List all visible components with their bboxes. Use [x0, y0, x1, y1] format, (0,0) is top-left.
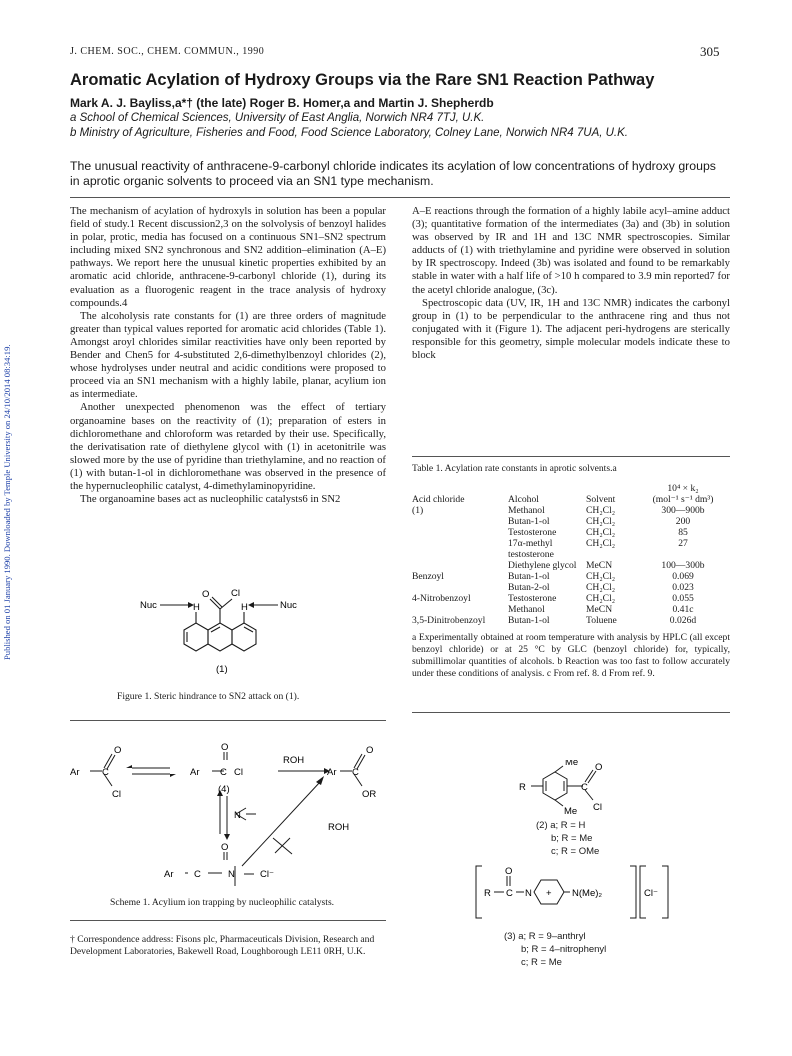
scheme1-diagram — [70, 738, 386, 888]
table-cell: Butan-1-ol — [508, 571, 550, 582]
table-cell: Butan-2-ol — [508, 582, 550, 593]
r-label: R — [484, 888, 491, 899]
right-column — [412, 205, 730, 362]
figure-divider — [70, 720, 386, 721]
table-cell — [412, 527, 508, 538]
ar-label: Ar — [70, 767, 80, 778]
paragraph: Spectroscopic data (UV, IR, 1H and 13C NMR) indicates the carbonyl group in (1) to be perpendicular to the anthracene ring and thus not conjugated with it (Figure 1). The adjacent peri-hydrogens are sterically responsible for this geometry, simple molecular models indicate these to block — [412, 296, 730, 362]
table-header-row — [412, 483, 730, 494]
table-footnote: a Experimentally obtained at room temperature with analysis by HPLC (all except benzoyl chloride) or at 25 °C by GLC (benzoyl chloride) for, typically, submillimolar quantities of alcohols. b Reaction was too fast to follow accurately under these conditions of analysis. c From ref. 8. d From ref. 9. — [412, 632, 730, 679]
table-row — [412, 527, 730, 538]
table-cell: Methanol — [508, 604, 545, 615]
o-label: O — [202, 589, 210, 600]
or-label: OR — [362, 789, 377, 800]
figure1-caption: Figure 1. Steric hindrance to SN2 attack on (1). — [117, 691, 300, 702]
affiliation-a: a School of Chemical Sciences, University of East Anglia, Norwich NR4 7TJ, U.K. — [70, 112, 485, 124]
table-cell: Testosterone — [508, 593, 557, 604]
nme2-label: N(Me)₂ — [572, 888, 603, 899]
n-label: N — [525, 888, 532, 899]
structure-3-diagram — [472, 862, 672, 924]
table-cell: 300—900b — [661, 505, 705, 516]
paragraph: The organoamine bases act as nucleophilic catalysts6 in SN2 — [80, 493, 341, 506]
correspondence-footnote: † Correspondence address: Fisons plc, Pharmaceuticals Division, Research and Development Laboratories, Bakewell Road, Loughborough LE11 0RH, U.K. — [70, 934, 375, 957]
structure-2-label: (2) a; R = H — [536, 820, 586, 831]
table-header-cell: Solvent — [586, 494, 616, 505]
table-cell: Methanol — [508, 505, 545, 516]
c-label: C — [581, 782, 588, 793]
table-row — [412, 505, 730, 516]
table-cell: 17α-methyl testosterone — [508, 538, 554, 560]
paragraph: A–E reactions through the formation of a highly labile acyl–amine adduct (3); quantitative formation of the intermediates (3a) and (3b) in solution was observed by IR and 1H and 13C NMR spectroscopies. Similar adducts of (1) with triethylamine and pyridine were observed in solution by IR spectroscopy. Indeed (3b) was isolated and found to be remarkably stable in water with a half life of >10 h compared to 3.9 min reported7 for the acetyl chloride analogue, (3c). — [412, 205, 730, 296]
table-cell: CH₂Cl₂ — [586, 593, 616, 604]
roh-label: ROH — [328, 822, 350, 833]
n-label: N — [228, 869, 235, 880]
article-title: Aromatic Acylation of Hydroxy Groups via the Rare SN1 Reaction Pathway — [70, 71, 655, 89]
table-row — [412, 593, 730, 604]
c-label: C — [352, 767, 359, 778]
table-cell: CH₂Cl₂ — [586, 538, 616, 549]
table-cell: 100—300b — [661, 560, 705, 571]
download-watermark-text: Published on 01 January 1990. Downloaded by Temple University on 24/10/2014 08:34:19. — [2, 344, 12, 660]
roh-label: ROH — [283, 755, 305, 766]
abstract-divider — [70, 197, 730, 198]
table-cell: CH₂Cl₂ — [586, 527, 616, 538]
c-label: C — [220, 767, 227, 778]
cl-label: Cl — [231, 588, 240, 599]
compound-4-label: (4) — [218, 784, 230, 795]
table-cell — [412, 516, 508, 527]
table-cell: 27 — [678, 538, 688, 549]
ar-label: Ar — [164, 869, 174, 880]
footnote-divider — [70, 920, 386, 921]
table-bottom-rule — [412, 712, 730, 713]
table-cell: Diethylene glycol — [508, 560, 577, 571]
structure-2-labels — [536, 819, 599, 858]
h-label: H — [193, 602, 200, 613]
affiliation-b: b Ministry of Agriculture, Fisheries and Food, Food Science Laboratory, Colney Lane, Norwich NR4 7UA, U.K. — [70, 127, 628, 139]
structure-3-label: c; R = Me — [521, 957, 562, 968]
table-cell — [412, 604, 508, 615]
c-label: C — [102, 767, 109, 778]
table-cell: 0.023 — [672, 582, 694, 593]
h-label: H — [241, 602, 248, 613]
table-row — [412, 516, 730, 527]
table-cell: CH₂Cl₂ — [586, 516, 616, 527]
page-number: 305 — [700, 44, 720, 59]
compound-1-label: (1) — [216, 664, 228, 675]
table-cell: MeCN — [586, 604, 613, 615]
table-header-k2: 10⁴ × k₂ — [667, 483, 699, 494]
table-cell: 3,5-Dinitrobenzoyl — [412, 615, 486, 626]
left-column — [70, 205, 386, 506]
paragraph: Another unexpected phenomenon was the effect of tertiary organoamine bases on the reactivity of (1); preparation of esters in dichloromethane and chloroform was retarded by their use. Specifically, the derivatisation rate of diethylene glycol with (1) in acetonitrile was slowed more by the use of pyridine than triethylamine, and no reaction of (1) with butan-1-ol in dichloromethane was observed in the presence of the hypernucleophilic catalyst, 4-dimethylaminopyridine. — [70, 401, 386, 492]
paragraph: The alcoholysis rate constants for (1) are three orders of magnitude greater than typical values reported for aromatic acid chlorides (Table 1). Amongst aroyl chlorides similar reactivities have only been reported by Bender and Chen5 for 4-substituted 2,6-dimethylbenzoyl chlorides (2), whose hydrolyses under neutral and acidic conditions were proposed to proceed via an SN1 mechanism with a highly labile, planar, acylium ion as intermediate. — [70, 309, 386, 401]
author-list: Mark A. J. Bayliss,a*† (the late) Roger B. Homer,a and Martin J. Shepherdb — [70, 96, 494, 110]
o-label: O — [366, 745, 374, 756]
me-label: Me — [564, 806, 578, 817]
cl-minus-label: Cl⁻ — [260, 869, 274, 880]
me-label: Me — [565, 760, 579, 768]
table-header-cell: (mol⁻¹ s⁻¹ dm³) — [652, 494, 714, 505]
c-label: C — [194, 869, 201, 880]
plus-label: + — [546, 888, 552, 899]
table-row — [412, 582, 730, 593]
structure-2-diagram — [505, 760, 645, 826]
table-cell: 200 — [675, 516, 691, 527]
ar-label: Ar — [327, 767, 337, 778]
download-watermark — [2, 180, 16, 660]
n-label: N — [234, 810, 241, 821]
paragraph: The mechanism of acylation of hydroxyls in solution has been a popular field of study.1 Recent discussion2,3 on the solvolysis of benzoyl halides in polar, protic, media has focused on a continuous SN1–SN2 spectrum including mixed SN2 synchronous and SN2 addition–elimination (A–E) pathways. We report here the unusual kinetic properties exhibited by an aromatic acid chloride, anthracene-9-carbonyl chloride (1), during its evaluation as a fluorogenic reagent in the trace analysis of hydroxy compounds.4 — [70, 205, 386, 309]
o-label: O — [114, 745, 122, 756]
nuc-label: Nuc — [140, 600, 157, 611]
running-head: J. CHEM. SOC., CHEM. COMMUN., 1990 — [70, 46, 265, 57]
table-top-rule — [412, 456, 730, 457]
structure-3-labels — [504, 930, 606, 969]
structure-2-label: c; R = OMe — [551, 846, 600, 857]
structure-3-label: (3) a; R = 9–anthryl — [504, 931, 586, 942]
table-cell: (1) — [412, 505, 424, 516]
table-row — [412, 604, 730, 615]
table-cell: CH₂Cl₂ — [586, 505, 616, 516]
table-cell: Benzoyl — [412, 571, 444, 582]
table-cell: Butan-1-ol — [508, 615, 550, 626]
table-cell: Toluene — [586, 615, 617, 626]
table-cell: 4-Nitrobenzoyl — [412, 593, 471, 604]
table-cell: 0.055 — [672, 593, 694, 604]
c-label: C — [506, 888, 513, 899]
structure-2-label: b; R = Me — [551, 833, 593, 844]
structure-3-label: b; R = 4–nitrophenyl — [521, 944, 607, 955]
table-caption: Table 1. Acylation rate constants in aprotic solvents.a — [412, 463, 617, 474]
o-label: O — [595, 762, 603, 773]
table-cell — [412, 538, 508, 560]
table-row — [412, 615, 730, 626]
ar-label: Ar — [190, 767, 200, 778]
table-cell — [412, 582, 508, 593]
o-label: O — [221, 742, 229, 753]
table-cell: MeCN — [586, 560, 613, 571]
cl-label: Cl — [593, 802, 602, 813]
rate-constant-table — [412, 483, 730, 626]
table-cell: Testosterone — [508, 527, 557, 538]
table-cell: Butan-1-ol — [508, 516, 550, 527]
table-header-cell: Acid chloride — [412, 494, 465, 505]
figure1-structure — [140, 585, 340, 675]
cl-minus-label: Cl⁻ — [644, 888, 658, 899]
table-cell: CH₂Cl₂ — [586, 582, 616, 593]
table-cell: 0.069 — [672, 571, 694, 582]
table-header-row — [412, 494, 730, 505]
scheme1-caption: Scheme 1. Acylium ion trapping by nucleophilic catalysts. — [110, 897, 335, 908]
table-row — [412, 560, 730, 571]
table-row — [412, 538, 730, 560]
cl-label: Cl — [112, 789, 121, 800]
r-label: R — [519, 782, 526, 793]
table-cell: 0.41c — [672, 604, 694, 615]
table-cell: 85 — [678, 527, 688, 538]
table-header-cell: Alcohol — [508, 494, 539, 505]
table-cell: CH₂Cl₂ — [586, 571, 616, 582]
o-label: O — [221, 842, 229, 853]
abstract: The unusual reactivity of anthracene-9-carbonyl chloride indicates its acylation of low concentrations of hydroxy groups in aprotic organic solvents to proceed via an SN1 type mechanism. — [70, 159, 716, 188]
table-cell — [412, 560, 508, 571]
table-cell: 0.026d — [669, 615, 697, 626]
nuc-label: Nuc — [280, 600, 297, 611]
o-label: O — [505, 866, 513, 877]
cl-label: Cl — [234, 767, 243, 778]
table-row — [412, 571, 730, 582]
